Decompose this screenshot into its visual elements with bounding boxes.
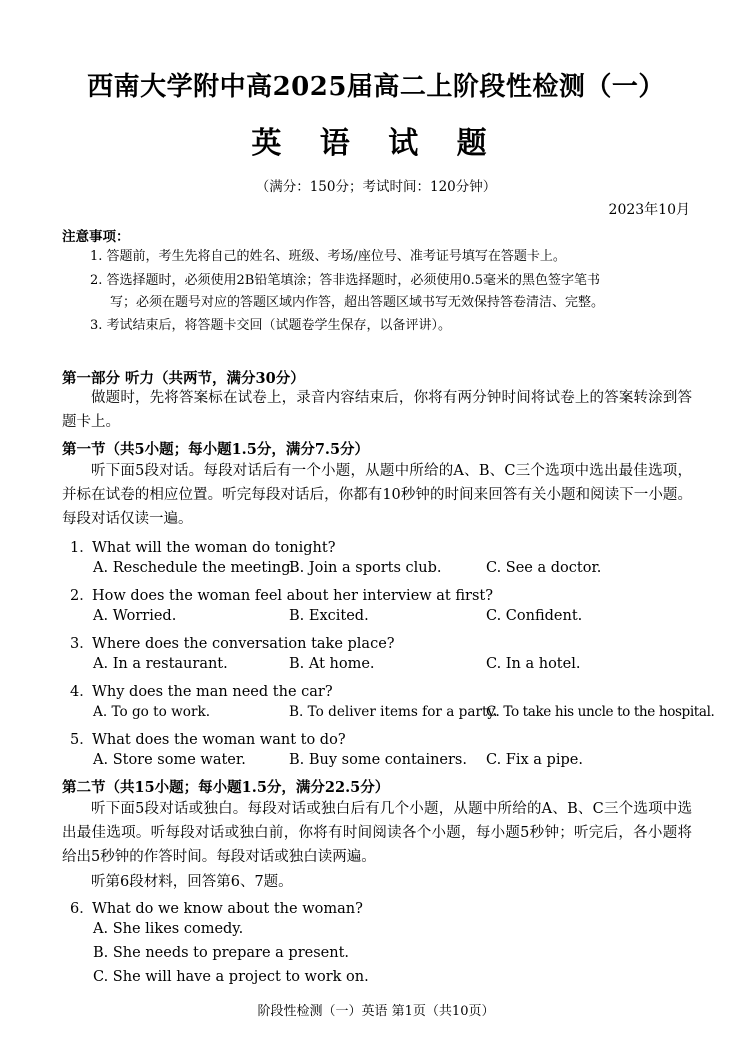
part1-heading: 第一部分 听力（共两节，满分30分） [62, 370, 305, 387]
option-c: C. Confident. [486, 608, 583, 624]
question-text: What will the woman do tonight? [92, 540, 336, 556]
question-6 [70, 897, 692, 918]
section1-intro: 听下面5段对话。每段对话后有一个小题，从题中所给的A、B、C三个选项中选出最佳选项，并标在试卷的相应位置。听完每段对话后，你都有10秒钟的时间来回答有关小题和阅读下一小题。每段对话仅读一遍。 [62, 463, 692, 527]
question-2 [70, 584, 692, 605]
subject-title: 英 语 试 题 [251, 126, 501, 161]
question-number: 6． [70, 901, 94, 917]
option-c: C. Fix a pipe. [486, 752, 583, 768]
option-b: B. Join a sports club. [289, 560, 442, 576]
question-5 [70, 728, 692, 749]
section2-material-note: 听第6段材料，回答第6、7题。 [91, 874, 293, 890]
option-a: A. In a restaurant. [93, 656, 228, 672]
question-number: 3． [70, 636, 94, 652]
exam-date: 2023年10月 [608, 202, 690, 218]
option-c: C. To take his uncle to the hospital. [486, 704, 715, 720]
part1-intro: 做题时，先将答案标在试卷上，录音内容结束后，你将有两分钟时间将试卷上的答案转涂到答题卡上。 [62, 390, 692, 430]
question-number: 1． [70, 540, 94, 556]
exam-title: 西南大学附中高2025届高二上阶段性检测（一） [87, 72, 665, 102]
notice-item-1: 1. 答题前，考生先将自己的姓名、班级、考场/座位号、准考证号填写在答题卡上。 [90, 249, 566, 264]
question-number: 5． [70, 732, 94, 748]
section1-heading: 第一节（共5小题；每小题1.5分，满分7.5分） [62, 441, 370, 458]
score-time-info: （满分：150分；考试时间：120分钟） [255, 179, 497, 195]
notice-item-3: 3. 考试结束后，将答题卡交回（试题卷学生保存，以备评讲）。 [90, 318, 452, 333]
notice-item-2: 2. 答选择题时，必须使用2B铅笔填涂；答非选择题时，必须使用0.5毫米的黑色签字笔书 [90, 273, 601, 288]
option-c: C. In a hotel. [486, 656, 581, 672]
question-number: 4． [70, 684, 94, 700]
question-1 [70, 536, 692, 557]
option-a: A. Worried. [93, 608, 177, 624]
question-number: 2． [70, 588, 94, 604]
question-6-option-b: B. She needs to prepare a present. [93, 945, 350, 961]
section2-heading: 第二节（共15小题；每小题1.5分，满分22.5分） [62, 779, 390, 796]
page-footer: 阶段性检测（一）英语 第1页（共10页） [257, 1004, 495, 1019]
option-a: A. Reschedule the meeting. [93, 560, 296, 576]
notice-item-2-continued: 写；必须在题号对应的答题区域内作答，超出答题区域书写无效保持答卷清洁、完整。 [110, 295, 605, 310]
question-6-option-a: A. She likes comedy. [93, 921, 244, 937]
question-text: What do we know about the woman? [92, 901, 363, 917]
option-b: B. Buy some containers. [289, 752, 467, 768]
question-text: How does the woman feel about her interview at first? [92, 588, 494, 604]
question-text: What does the woman want to do? [92, 732, 346, 748]
question-4 [70, 680, 692, 701]
option-a: A. To go to work. [93, 704, 211, 720]
question-6-option-c: C. She will have a project to work on. [93, 969, 369, 985]
option-b: B. Excited. [289, 608, 369, 624]
option-a: A. Store some water. [93, 752, 246, 768]
option-b: B. At home. [289, 656, 375, 672]
question-3 [70, 632, 692, 653]
question-text: Where does the conversation take place? [92, 636, 395, 652]
notice-title: 注意事项： [62, 229, 130, 245]
option-b: B. To deliver items for a party. [289, 704, 498, 720]
option-c: C. See a doctor. [486, 560, 602, 576]
question-text: Why does the man need the car? [92, 684, 333, 700]
section2-intro: 听下面5段对话或独白。每段对话或独白后有几个小题，从题中所给的A、B、C三个选项中选出最佳选项。听每段对话或独白前，你将有时间阅读各个小题，每小题5秒钟；听完后，各小题将给出5秒钟的作答时间。每段对话或独白读两遍。 [62, 801, 692, 865]
